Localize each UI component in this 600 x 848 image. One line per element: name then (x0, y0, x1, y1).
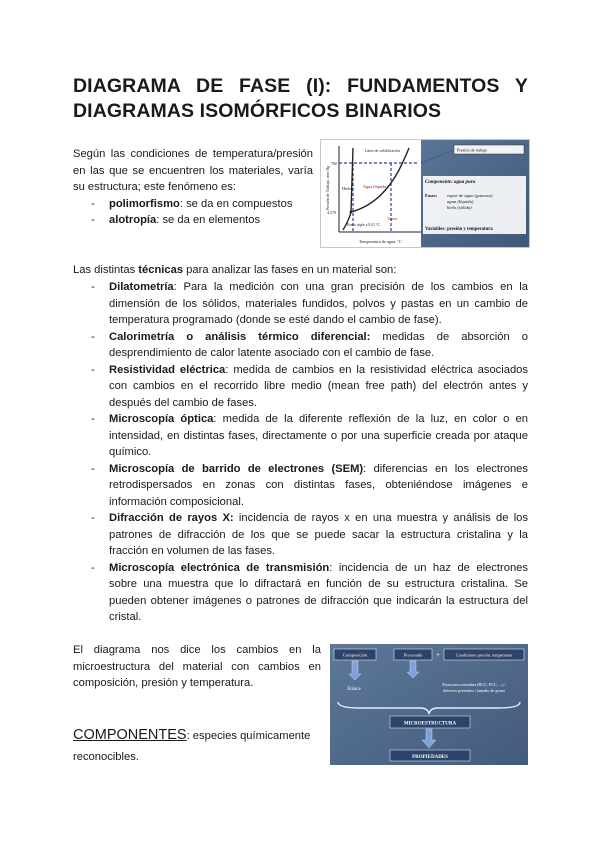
triple-point-marker (350, 211, 353, 214)
properties-label: PROPIEDADES (412, 755, 448, 760)
composition-label: Composición (342, 652, 368, 658)
vapor-region-label: Vapor (387, 216, 398, 221)
page-title (73, 74, 528, 124)
techniques-intro-bold: técnicas (138, 264, 184, 276)
technique-term: Dilatometría (109, 281, 174, 293)
microstructure-flow-figure (330, 644, 528, 765)
water-region-label: Agua (líquida) (363, 184, 388, 189)
technique-item (73, 461, 528, 511)
technique-term: Resistividad eléctrica (109, 363, 226, 376)
components-heading: COMPONENTES (73, 727, 187, 743)
intro-paragraph: Según las condiciones de temperatura/presión en las que se encuentren los materiales, varía su estructura; este fenómeno es: (73, 148, 313, 193)
technique-term: Microscopía electrónica de transmisión (109, 561, 330, 574)
techniques-list (73, 279, 528, 626)
technique-term: Microscopía de barrido de electrones (SEM) (109, 462, 364, 475)
plus-sign: + (436, 651, 440, 659)
intro-term: alotropía (109, 214, 157, 226)
x-axis-label: Temperatura de agua, °C (359, 239, 402, 244)
water-phase-diagram-figure (320, 139, 530, 248)
phase-liquid: agua (líquida) (447, 199, 474, 204)
tick-760: 760 (331, 161, 337, 166)
intro-section (73, 146, 313, 229)
technique-item (73, 362, 528, 412)
technique-term: Microscopía óptica (109, 413, 214, 425)
techniques-intro-pre: Las distintas (73, 264, 139, 276)
intro-term: polimorfismo (109, 197, 180, 210)
phases-heading: Fases: (425, 193, 438, 198)
technique-desc: : medida de la diferente reflexión de la luz, en color o en intensidad, en distintas fases, directamente o por una superficie creada por ataque químico. (109, 413, 528, 458)
technique-term: Difracción de rayos X: (109, 512, 234, 524)
intro-list (73, 196, 313, 229)
technique-item (73, 279, 528, 329)
processing-label: Procesado (403, 652, 423, 658)
intro-item-polimorfismo (73, 196, 313, 213)
structure-line-2: defectos presentes / tamaño de grano (443, 688, 505, 693)
components-definition: : especies químicamente reconocibles. (73, 730, 311, 763)
conditions-label: Condiciones presión, temperatura (455, 652, 513, 658)
pressure-box-label: Presión de trabajo (457, 147, 488, 153)
intro-desc: : se da en compuestos (179, 197, 293, 210)
diagram-description: El diagrama nos dice los cambios en la microestructura del material con cambios en composición, presión y temperatura. (73, 644, 321, 689)
freezing-line-label: Línea de solidificación (365, 149, 400, 153)
technique-item (73, 411, 528, 461)
technique-desc: medidas de absorción o desprendimiento de calor latente asociado con el cambio de fase. (109, 330, 528, 359)
bond-label: Enlace (347, 687, 361, 692)
technique-desc: : incidencia de un haz de electrones sobre una muestra que lo difractará en función de su estructura cristalina. Se pueden obtener imágenes o patrones de difracción que indicarán la estructura del cristal. (109, 561, 528, 623)
techniques-intro (73, 262, 528, 279)
technique-item (73, 329, 528, 362)
phase-vapor: vapor de agua (gaseosa) (447, 193, 493, 198)
triple-point-label: Punto triple a 0.01 °C (347, 223, 381, 227)
phase-solid: hielo (sólida) (447, 205, 472, 210)
technique-term: Calorimetría o análisis térmico diferencial: (109, 330, 371, 343)
intro-desc: : se da en elementos (156, 214, 261, 226)
title-line-2: DIAGRAMAS ISOMÓRFICOS BINARIOS (73, 100, 442, 122)
technique-desc: incidencia de rayos x en una muestra y análisis de los patrones de difracción de los que se puede sacar la estructura cristalina y la fracción en volumen de las fases. (109, 512, 528, 557)
tick-4579: 4,579 (327, 210, 336, 215)
title-line-1: DIAGRAMA DE FASE (I): FUNDAMENTOS Y (73, 75, 528, 97)
y-axis-label: Presión de Trabajo, mm Hg (325, 165, 330, 210)
technique-item (73, 560, 528, 626)
technique-desc: : diferencias en los electrones retrodispersados en zonas con distintas fases, obteniéndose imágenes e información composicional. (109, 462, 528, 508)
microstructure-flow-diagram (330, 644, 528, 765)
microstructure-label: MICROESTRUCTURA (403, 721, 457, 727)
water-phase-diagram (321, 140, 529, 247)
variables-label: Variables: presión y temperatura (425, 227, 493, 232)
techniques-intro-post: para analizar las fases en un material son: (183, 264, 397, 276)
technique-item (73, 510, 528, 560)
components-section (73, 725, 321, 767)
structure-line-1: Estructura cristalina (BCC, FCC, ...) / (442, 682, 506, 687)
ice-region-label: Hielo (342, 186, 352, 191)
intro-item-alotropia (73, 212, 313, 229)
component-label: Componente: agua pura (425, 180, 476, 185)
technique-desc: : Para la medición con una gran precisión de los cambios en la dimensión de los sólidos, materiales fundidos, polvos y pastas en un cambio de temperatura programado (donde se esté dando el cambio de fase). (109, 281, 528, 326)
technique-desc: : medida de cambios en la resistividad eléctrica asociados con cambios en el recorrido libre medio (mean free path) del electrón antes y después del cambio de fases. (109, 363, 529, 409)
